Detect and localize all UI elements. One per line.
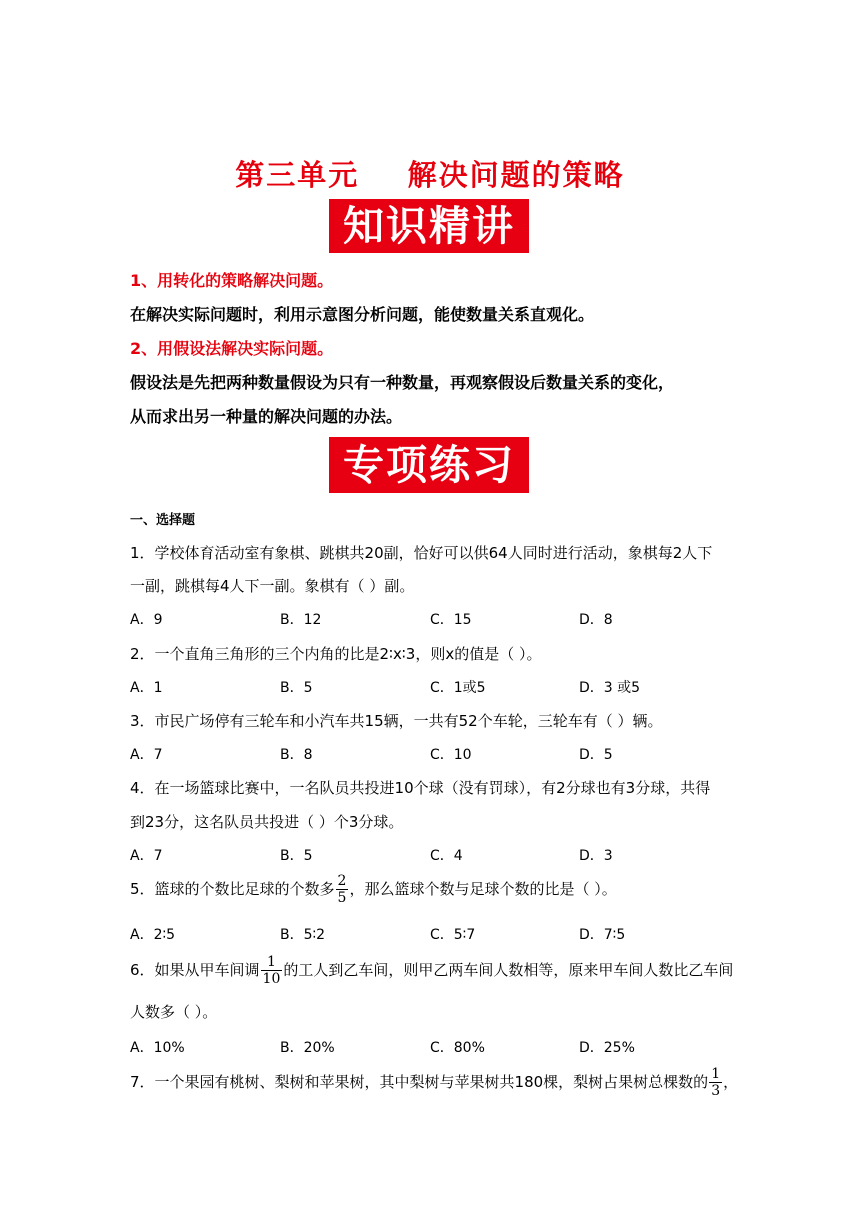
q4-option-b: B．5 xyxy=(280,848,313,864)
q4-option-d: D．3 xyxy=(579,848,613,864)
knowledge-heading-2: 2、用假设法解决实际问题。 xyxy=(130,339,334,358)
question-2: 2．一个直角三角形的三个内角的比是2∶x∶3，则x的值是（ ）。 xyxy=(130,645,542,663)
q1-option-c: C．15 xyxy=(430,612,472,628)
q3-option-a: A．7 xyxy=(130,747,163,763)
q5-fraction xyxy=(336,873,349,906)
q3-option-c: C．10 xyxy=(430,747,472,763)
q6-fraction-numerator: 1 xyxy=(261,954,283,971)
knowledge-text-1: 在解决实际问题时，利用示意图分析问题，能使数量关系直观化。 xyxy=(130,305,595,324)
q7-fraction xyxy=(709,1066,722,1099)
q2-option-a: A．1 xyxy=(130,680,163,696)
q5-fraction-denominator: 5 xyxy=(337,890,347,906)
q5-option-c: C．5∶7 xyxy=(430,927,476,943)
q6-option-b: B．20% xyxy=(280,1040,335,1056)
q2-option-b: B．5 xyxy=(280,680,313,696)
question-6-line2: 人数多（ ）。 xyxy=(130,1003,218,1021)
q7-text-post: ， xyxy=(723,1073,739,1091)
q6-text-post: 的工人到乙车间，则甲乙两车间人数相等，原来甲车间人数比乙车间 xyxy=(283,961,734,979)
knowledge-banner: 知识精讲 xyxy=(329,199,529,253)
q5-fraction-numerator: 2 xyxy=(337,873,347,889)
q7-fraction-numerator: 1 xyxy=(711,1066,721,1082)
q2-option-d: D．3 或5 xyxy=(579,680,641,696)
q6-text-pre: 6．如果从甲车间调 xyxy=(130,961,260,979)
question-3: 3．市民广场停有三轮车和小汽车共15辆，一共有52个车轮，三轮车有（ ）辆。 xyxy=(130,712,663,730)
question-5 xyxy=(130,873,617,906)
q5-option-d: D．7∶5 xyxy=(579,927,626,943)
q5-text-pre: 5．篮球的个数比足球的个数多 xyxy=(130,880,335,898)
q3-option-b: B．8 xyxy=(280,747,313,763)
q3-option-d: D．5 xyxy=(579,747,613,763)
q5-option-a: A．2∶5 xyxy=(130,927,176,943)
knowledge-text-2-line2: 从而求出另一种量的解决问题的办法。 xyxy=(130,407,403,426)
q7-text-pre: 7．一个果园有桃树、梨树和苹果树，其中梨树与苹果树共180棵，梨树占果树总棵数的 xyxy=(130,1073,709,1091)
q1-option-b: B．12 xyxy=(280,612,322,628)
q6-option-c: C．80% xyxy=(430,1040,485,1056)
q1-option-a: A．9 xyxy=(130,612,163,628)
q6-option-a: A．10% xyxy=(130,1040,185,1056)
question-1-line2: 一副，跳棋每4人下一副。象棋有（ ）副。 xyxy=(130,577,415,595)
q6-fraction xyxy=(261,954,283,987)
question-4-line2: 到23分，这名队员共投进（ ）个3分球。 xyxy=(130,813,404,831)
q5-text-post: ，那么篮球个数与足球个数的比是（ ）。 xyxy=(349,880,617,898)
q7-fraction-denominator: 3 xyxy=(711,1083,721,1099)
practice-banner: 专项练习 xyxy=(329,437,529,493)
q4-option-a: A．7 xyxy=(130,848,163,864)
knowledge-heading-1: 1、用转化的策略解决问题。 xyxy=(130,271,334,290)
section-heading: 一、选择题 xyxy=(130,513,196,528)
unit-title: 第三单元 解决问题的策略 xyxy=(235,158,625,192)
knowledge-text-2-line1: 假设法是先把两种数量假设为只有一种数量，再观察假设后数量关系的变化， xyxy=(130,373,675,392)
q2-option-c: C．1或5 xyxy=(430,680,486,696)
question-7-line1 xyxy=(130,1066,738,1099)
q5-option-b: B．5∶2 xyxy=(280,927,326,943)
question-1-line1: 1．学校体育活动室有象棋、跳棋共20副，恰好可以供64人同时进行活动，象棋每2人下 xyxy=(130,544,713,562)
q4-option-c: C．4 xyxy=(430,848,463,864)
question-4-line1: 4．在一场篮球比赛中，一名队员共投进10个球（没有罚球），有2分球也有3分球，共得 xyxy=(130,779,711,797)
q6-fraction-denominator: 10 xyxy=(262,971,281,987)
q1-option-d: D．8 xyxy=(579,612,613,628)
question-6-line1 xyxy=(130,954,733,987)
q6-option-d: D．25% xyxy=(579,1040,635,1056)
